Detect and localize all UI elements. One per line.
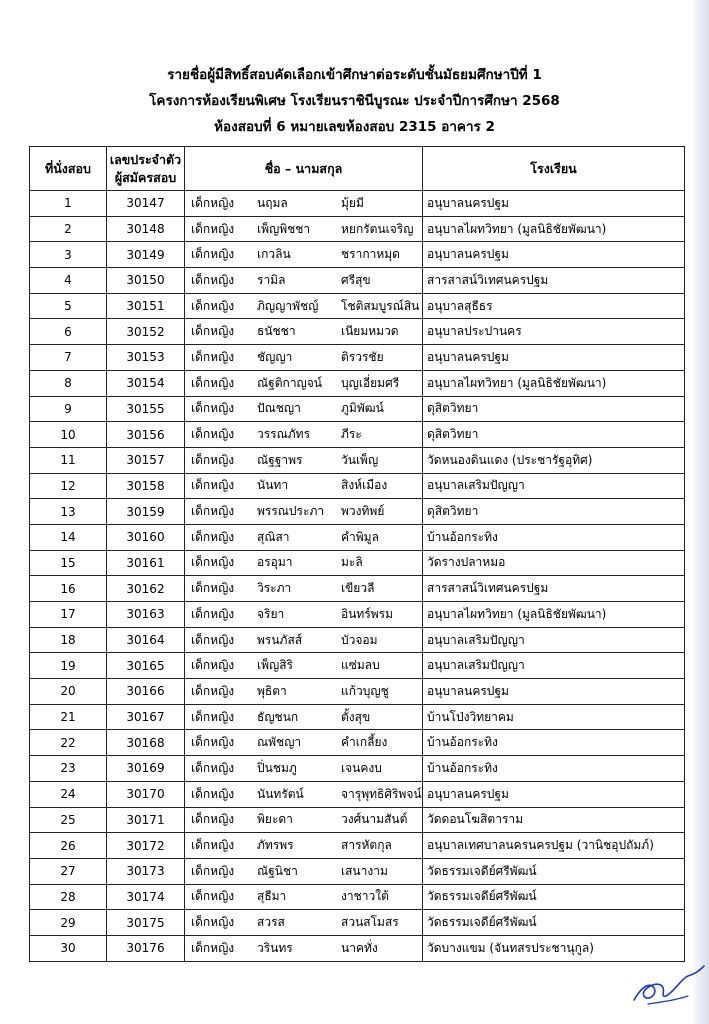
table-row [30, 396, 685, 422]
table-row [30, 704, 685, 730]
table-row [30, 627, 685, 653]
table-row [30, 242, 685, 268]
last-name: ติรวรชัย [341, 349, 384, 364]
first-name: ภัทรพร [257, 838, 294, 853]
last-name: แก้วบุญชู [341, 683, 389, 698]
first-name: ภิญญาพัชญ์ [257, 298, 319, 313]
table-row [30, 216, 685, 242]
table-row [30, 884, 685, 910]
seat-number: 1 [30, 191, 107, 217]
school-name: วัดดอนโฆสิตาราม [423, 807, 685, 833]
first-name: ปัณชญา [257, 401, 301, 416]
name-prefix: เด็กหญิง [191, 632, 235, 647]
last-name: ภูมิพัฒน์ [341, 401, 384, 416]
name-prefix: เด็กหญิง [191, 195, 235, 210]
student-name [185, 370, 423, 396]
last-name: มุ้ยมี [341, 195, 364, 210]
name-prefix: เด็กหญิง [191, 272, 235, 287]
table-row [30, 319, 685, 345]
name-prefix: เด็กหญิง [191, 375, 235, 390]
table-row [30, 781, 685, 807]
first-name: พุธิตา [257, 683, 287, 698]
school-name: สารสาสน์วิเทศนครปฐม [423, 268, 685, 294]
applicant-id: 30159 [107, 499, 185, 525]
student-name [185, 242, 423, 268]
last-name: จารุพุทธิศิริพจน์ [341, 786, 422, 801]
exam-room-info: ห้องสอบที่ 6 หมายเลขห้องสอบ 2315 อาคาร 2 [214, 119, 495, 135]
applicant-id: 30149 [107, 242, 185, 268]
first-name: เพ็ญสิริ [257, 658, 294, 673]
first-name: สุณิสา [257, 529, 290, 544]
student-name [185, 293, 423, 319]
last-name: งาชาวใต้ [341, 889, 389, 904]
seat-number: 10 [30, 422, 107, 448]
first-name: วิระภา [257, 581, 292, 596]
candidate-table [29, 146, 685, 962]
student-name [185, 268, 423, 294]
applicant-id: 30150 [107, 268, 185, 294]
first-name: สุธีมา [257, 889, 287, 904]
name-prefix: เด็กหญิง [191, 349, 235, 364]
applicant-id: 30168 [107, 730, 185, 756]
applicant-id: 30173 [107, 858, 185, 884]
table-row [30, 679, 685, 705]
first-name: เพ็ญพิชชา [257, 221, 311, 236]
name-prefix: เด็กหญิง [191, 555, 235, 570]
school-name: อนุบาลนครปฐม [423, 191, 685, 217]
school-name: อนุบาลไผทวิทยา (มูลนิธิชัยพัฒนา) [423, 370, 685, 396]
table-row [30, 191, 685, 217]
applicant-id: 30160 [107, 524, 185, 550]
table-row [30, 833, 685, 859]
last-name: ศรีสุข [341, 272, 371, 287]
last-name: บุญเอี่ยมศรี [341, 375, 400, 390]
seat-number: 2 [30, 216, 107, 242]
school-name: วัดธรรมเจดีย์ศรีพัฒน์ [423, 884, 685, 910]
name-prefix: เด็กหญิง [191, 452, 235, 467]
seat-number: 7 [30, 345, 107, 371]
student-name [185, 191, 423, 217]
table-row [30, 730, 685, 756]
applicant-id: 30162 [107, 576, 185, 602]
school-name: อนุบาลนครปฐม [423, 345, 685, 371]
seat-number: 18 [30, 627, 107, 653]
school-name: บ้านโป่งวิทยาคม [423, 704, 685, 730]
school-name: วัดธรรมเจดีย์ศรีพัฒน์ [423, 858, 685, 884]
student-name [185, 319, 423, 345]
header-applicant-id [107, 147, 185, 191]
applicant-id: 30154 [107, 370, 185, 396]
first-name: ณัฐฐาพร [257, 452, 303, 467]
school-name: วัดบางแขม (จันทสรประชานุกูล) [423, 935, 685, 961]
school-name: อนุบาลเสริมปัญญา [423, 473, 685, 499]
first-name: พรนภัสส์ [257, 632, 303, 647]
applicant-id: 30175 [107, 910, 185, 936]
name-prefix: เด็กหญิง [191, 401, 235, 416]
name-prefix: เด็กหญิง [191, 606, 235, 621]
applicant-id: 30151 [107, 293, 185, 319]
table-row [30, 653, 685, 679]
applicant-id: 30169 [107, 756, 185, 782]
table-body [30, 191, 685, 962]
applicant-id: 30157 [107, 447, 185, 473]
table-row [30, 268, 685, 294]
table-row [30, 345, 685, 371]
last-name: ตั้งสุข [341, 709, 371, 724]
name-prefix: เด็กหญิง [191, 683, 235, 698]
last-name: เนียมหมวด [341, 324, 399, 339]
school-name: อนุบาลนครปฐม [423, 242, 685, 268]
student-name [185, 756, 423, 782]
header-name: ชื่อ – นามสกุล [185, 147, 423, 191]
seat-number: 30 [30, 935, 107, 961]
last-name: สวนสโมสร [341, 915, 399, 930]
applicant-id: 30161 [107, 550, 185, 576]
seat-number: 28 [30, 884, 107, 910]
table-row [30, 550, 685, 576]
first-name: นันทา [257, 478, 289, 493]
last-name: นาคทั่ง [341, 940, 378, 955]
school-name: บ้านอ้อกระทิง [423, 524, 685, 550]
first-name: วรินทร [257, 940, 293, 955]
table-row [30, 858, 685, 884]
first-name: วรรณภัทร [257, 427, 311, 442]
school-name: บ้านอ้อกระทิง [423, 756, 685, 782]
name-prefix: เด็กหญิง [191, 298, 235, 313]
first-name: สวรส [257, 915, 285, 930]
seat-number: 22 [30, 730, 107, 756]
seat-number: 16 [30, 576, 107, 602]
last-name: เขียวลี [341, 581, 375, 596]
name-prefix: เด็กหญิง [191, 427, 235, 442]
name-prefix: เด็กหญิง [191, 504, 235, 519]
school-name: อนุบาลไผทวิทยา (มูลนิธิชัยพัฒนา) [423, 216, 685, 242]
applicant-id: 30165 [107, 653, 185, 679]
last-name: โชติสมบูรณ์สิน [341, 298, 420, 313]
table-row [30, 293, 685, 319]
name-prefix: เด็กหญิง [191, 915, 235, 930]
school-name: วัดหนองดินแดง (ประชารัฐอุทิศ) [423, 447, 685, 473]
school-name: ดุสิตวิทยา [423, 422, 685, 448]
name-prefix: เด็กหญิง [191, 478, 235, 493]
school-name: อนุบาลเสริมปัญญา [423, 627, 685, 653]
first-name: ธนัชชา [257, 324, 296, 339]
header-seat: ที่นั่งสอบ [30, 147, 107, 191]
applicant-id: 30156 [107, 422, 185, 448]
first-name: อรอุมา [257, 555, 293, 570]
last-name: มะลิ [341, 555, 363, 570]
applicant-id: 30171 [107, 807, 185, 833]
page-edge-shadow [691, 0, 709, 1024]
header-applicant-id-line1: เลขประจำตัว [109, 151, 182, 167]
student-name [185, 935, 423, 961]
last-name: วันเพ็ญ [341, 452, 379, 467]
table-row [30, 910, 685, 936]
student-name [185, 473, 423, 499]
applicant-id: 30166 [107, 679, 185, 705]
school-name: วัดธรรมเจดีย์ศรีพัฒน์ [423, 910, 685, 936]
last-name: ชรากาหมุด [341, 247, 400, 262]
student-name [185, 884, 423, 910]
student-name [185, 550, 423, 576]
school-name: อนุบาลประปานคร [423, 319, 685, 345]
seat-number: 6 [30, 319, 107, 345]
name-prefix: เด็กหญิง [191, 529, 235, 544]
last-name: สารหัตกุล [341, 838, 392, 853]
applicant-id: 30172 [107, 833, 185, 859]
student-name [185, 807, 423, 833]
seat-number: 5 [30, 293, 107, 319]
school-name: อนุบาลเทศบาลนครนครปฐม (วานิชอุปถัมภ์) [423, 833, 685, 859]
student-name [185, 524, 423, 550]
school-name: ดุสิตวิทยา [423, 499, 685, 525]
seat-number: 19 [30, 653, 107, 679]
applicant-id: 30147 [107, 191, 185, 217]
table-row [30, 756, 685, 782]
applicant-id: 30176 [107, 935, 185, 961]
student-name [185, 216, 423, 242]
table-row [30, 422, 685, 448]
name-prefix: เด็กหญิง [191, 658, 235, 673]
name-prefix: เด็กหญิง [191, 247, 235, 262]
last-name: หยกรัตนเจริญ [341, 221, 414, 236]
student-name [185, 679, 423, 705]
student-name [185, 858, 423, 884]
seat-number: 17 [30, 602, 107, 628]
header-applicant-id-line2: ผู้สมัครสอบ [114, 169, 177, 185]
applicant-id: 30163 [107, 602, 185, 628]
table-row [30, 370, 685, 396]
last-name: อินทร์พรม [341, 606, 394, 621]
applicant-id: 30158 [107, 473, 185, 499]
title-line-1: รายชื่อผู้มีสิทธิ์สอบคัดเลือกเข้าศึกษาต่อระดับชั้นมัธยมศึกษาปีที่ 1 [167, 67, 542, 83]
school-name: วัดรางปลาหมอ [423, 550, 685, 576]
last-name: เจนคงบ [341, 760, 382, 775]
seat-number: 13 [30, 499, 107, 525]
applicant-id: 30170 [107, 781, 185, 807]
last-name: คำพิมูล [341, 529, 379, 544]
name-prefix: เด็กหญิง [191, 735, 235, 750]
table-row [30, 602, 685, 628]
first-name: รามิล [257, 272, 286, 287]
name-prefix: เด็กหญิง [191, 760, 235, 775]
student-name [185, 730, 423, 756]
name-prefix: เด็กหญิง [191, 889, 235, 904]
school-name: อนุบาลนครปฐม [423, 781, 685, 807]
first-name: นันทรัตน์ [257, 786, 304, 801]
seat-number: 21 [30, 704, 107, 730]
last-name: คำเกลี้ยง [341, 735, 388, 750]
table-row [30, 499, 685, 525]
student-name [185, 910, 423, 936]
seat-number: 25 [30, 807, 107, 833]
last-name: พวงทิพย์ [341, 504, 385, 519]
student-name [185, 396, 423, 422]
student-name [185, 422, 423, 448]
name-prefix: เด็กหญิง [191, 221, 235, 236]
seat-number: 24 [30, 781, 107, 807]
seat-number: 12 [30, 473, 107, 499]
applicant-id: 30167 [107, 704, 185, 730]
first-name: ณพัชญา [257, 735, 302, 750]
student-name [185, 447, 423, 473]
name-prefix: เด็กหญิง [191, 709, 235, 724]
student-name [185, 704, 423, 730]
student-name [185, 833, 423, 859]
applicant-id: 30155 [107, 396, 185, 422]
student-name [185, 781, 423, 807]
seat-number: 27 [30, 858, 107, 884]
first-name: ณัฐติกาญจน์ [257, 375, 323, 390]
first-name: พิยะดา [257, 812, 293, 827]
table-row [30, 524, 685, 550]
name-prefix: เด็กหญิง [191, 863, 235, 878]
table-row [30, 576, 685, 602]
student-name [185, 602, 423, 628]
first-name: เกวลิน [257, 247, 291, 262]
first-name: ณัฐนิชา [257, 863, 298, 878]
table-header-row [30, 147, 685, 191]
seat-number: 29 [30, 910, 107, 936]
seat-number: 9 [30, 396, 107, 422]
last-name: เสนางาม [341, 863, 388, 878]
name-prefix: เด็กหญิง [191, 838, 235, 853]
school-name: อนุบาลนครปฐม [423, 679, 685, 705]
seat-number: 3 [30, 242, 107, 268]
applicant-id: 30153 [107, 345, 185, 371]
school-name: อนุบาลสุธีธร [423, 293, 685, 319]
school-name: บ้านอ้อกระทิง [423, 730, 685, 756]
table-row [30, 807, 685, 833]
table-row [30, 473, 685, 499]
table-row [30, 935, 685, 961]
first-name: พรรณประภา [257, 504, 325, 519]
last-name: แซ่มลบ [341, 658, 380, 673]
last-name: วงศ์นามสันต์ [341, 812, 408, 827]
seat-number: 15 [30, 550, 107, 576]
signature-mark [628, 956, 706, 1016]
first-name: นฤมล [257, 195, 288, 210]
student-name [185, 499, 423, 525]
applicant-id: 30164 [107, 627, 185, 653]
student-name [185, 653, 423, 679]
student-name [185, 627, 423, 653]
last-name: บัวจอม [341, 632, 378, 647]
school-name: อนุบาลเสริมปัญญา [423, 653, 685, 679]
seat-number: 20 [30, 679, 107, 705]
name-prefix: เด็กหญิง [191, 324, 235, 339]
student-name [185, 576, 423, 602]
school-name: สารสาสน์วิเทศนครปฐม [423, 576, 685, 602]
seat-number: 4 [30, 268, 107, 294]
applicant-id: 30174 [107, 884, 185, 910]
table-row [30, 447, 685, 473]
last-name: ภีระ [341, 427, 362, 442]
title-line-2: โครงการห้องเรียนพิเศษ โรงเรียนราชินีบูรณะ ประจำปีการศึกษา 2568 [149, 93, 560, 109]
school-name: ดุสิตวิทยา [423, 396, 685, 422]
seat-number: 23 [30, 756, 107, 782]
name-prefix: เด็กหญิง [191, 786, 235, 801]
school-name: อนุบาลไผทวิทยา (มูลนิธิชัยพัฒนา) [423, 602, 685, 628]
first-name: ชัญญา [257, 349, 293, 364]
seat-number: 26 [30, 833, 107, 859]
first-name: ปิ่นชมภู [257, 760, 297, 775]
seat-number: 14 [30, 524, 107, 550]
first-name: จริยา [257, 606, 285, 621]
applicant-id: 30148 [107, 216, 185, 242]
header-school: โรงเรียน [423, 147, 685, 191]
last-name: สิงห์เมือง [341, 478, 388, 493]
applicant-id: 30152 [107, 319, 185, 345]
student-name [185, 345, 423, 371]
name-prefix: เด็กหญิง [191, 812, 235, 827]
first-name: ธัญชนก [257, 709, 299, 724]
name-prefix: เด็กหญิง [191, 581, 235, 596]
seat-number: 8 [30, 370, 107, 396]
seat-number: 11 [30, 447, 107, 473]
name-prefix: เด็กหญิง [191, 940, 235, 955]
